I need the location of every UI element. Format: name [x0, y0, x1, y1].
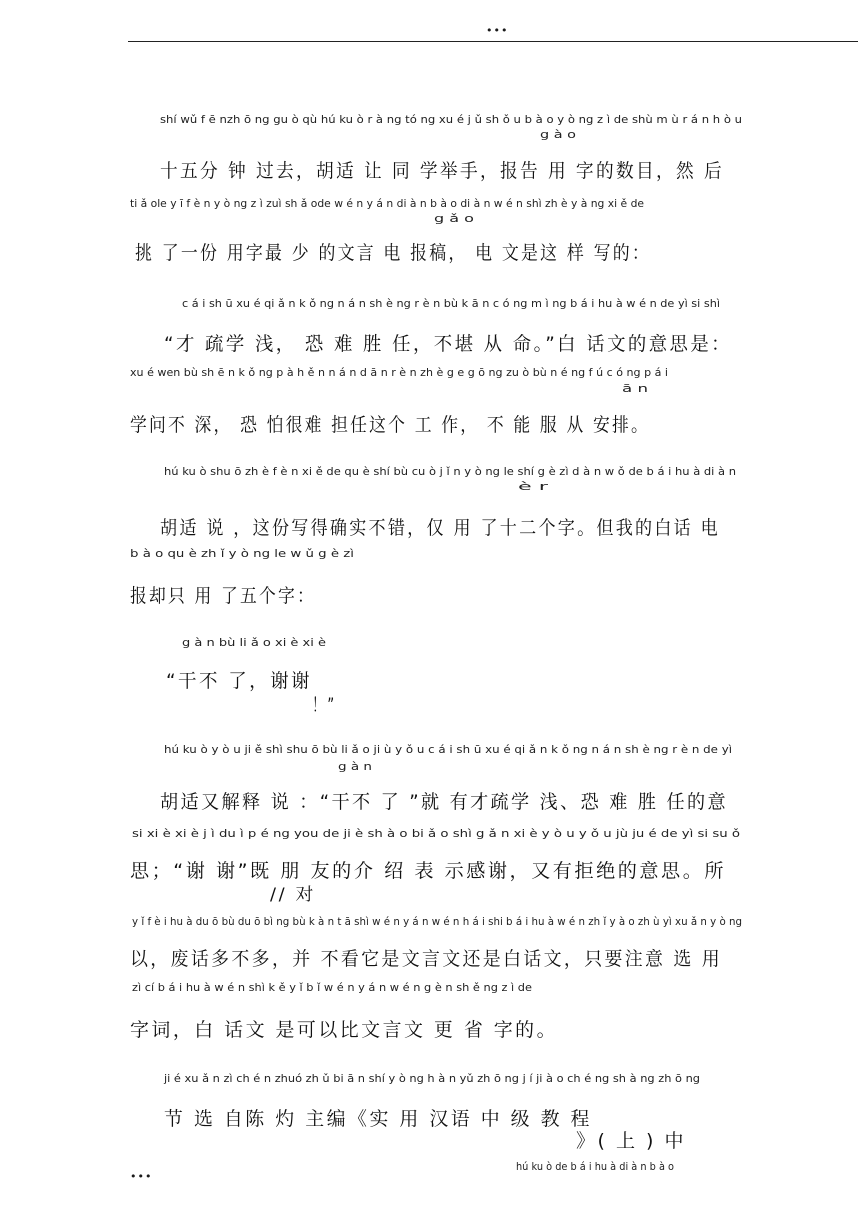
text-line-z1: 十五分 钟 过去，胡适 让 同 学举手，报告 用 字的数目，然 后: [160, 160, 724, 182]
text-line-z12: 节 选 自陈 灼 主编《实 用 汉语 中 级 教 程: [164, 1108, 592, 1130]
pinyin-line-p10: y ǐ f è i hu à du ō bù du ō bì ng bù k à n t ā shì w é n y á n w é n h á i shi b á i hu à w é n zh ǐ y à o zh ù yì xu ǎ n y ò ng: [132, 915, 742, 928]
pinyin-line-p2: ti ǎ ole y ī f è n y ò ng z ì zuì sh ǎ ode w é n y á n di à n b à o di à n w é n shì zh è y à ng xi ě de: [130, 197, 644, 210]
pinyin-line-s1: g à o: [540, 128, 576, 141]
pinyin-line-s5: è r: [518, 480, 548, 493]
text-line-z3: “才 疏学 浅， 恐 难 胜 任，不堪 从 命。”白 话文的意思是：: [164, 333, 732, 355]
text-line-z10: 以，废话多不多，并 不看它是文言文还是白话文，只要注意 选 用: [130, 948, 722, 970]
pinyin-line-p7: g à n bù li ǎ o xi è xi è: [182, 636, 326, 649]
pinyin-line-p1: shí wǔ f ē nzh ō ng gu ò qù hú ku ò r à ng tó ng xu é j ǔ sh ǒ u b à o y ò ng z ì de shù m ù r á n h ò u: [160, 113, 742, 126]
pinyin-line-p8: hú ku ò y ò u ji ě shì shu ō bù li ǎ o ji ù y ǒ u c á i sh ū xu é qi ǎ n k ǒ ng n á n sh è ng r è n de yì: [164, 743, 732, 756]
pinyin-line-p12: ji é xu ǎ n zì ch é n zhuó zh ǔ bi ā n shí y ò ng h à n yǔ zh ō ng j í ji à o ch é ng sh à ng zh ō ng: [164, 1072, 700, 1085]
text-line-z2: 挑 了一份 用字最 少 的文言 电 报稿， 电 文是这 样 写的：: [135, 242, 651, 264]
text-line-z5: 胡适 说 ，这份写得确实不错，仅 用 了十二个字。但我的白话 电: [160, 517, 720, 539]
text-line-z8: 胡适又解释 说 ：“干不 了 ”就 有才疏学 浅、恐 难 胜 任的意: [160, 791, 728, 813]
pinyin-line-s8: g à n: [338, 760, 372, 773]
text-line-z11: 字词，白 话文 是可以比文言文 更 省 字的。: [130, 1019, 558, 1041]
text-line-z12b: 》( 上 ) 中: [576, 1130, 686, 1152]
pinyin-line-s2: g ǎ o: [434, 212, 474, 225]
text-line-z7b: ！”: [312, 694, 336, 716]
pinyin-line-p9: si xi è xi è j ì du ì p é ng you de ji è sh à o bi ǎ o shì g ǎ n xi è y ò u y ǒ u jù ju é de yì si su ǒ: [132, 827, 740, 840]
pinyin-line-s4: ā n: [622, 382, 648, 395]
text-line-z4: 学问不 深， 恐 怕很难 担任这个 工 作， 不 能 服 从 安排。: [130, 414, 650, 436]
text-line-s9: // 对: [270, 885, 316, 905]
pinyin-line-p11: zì cí b á i hu à w é n shì k ě y ǐ b ǐ w é n y á n w é n g è n sh ě ng z ì de: [132, 981, 532, 994]
text-line-z9: 思；“谢 谢”既 朋 友的介 绍 表 示感谢，又有拒绝的意思。所: [130, 860, 726, 882]
header-rule: [128, 41, 858, 42]
text-line-z6: 报却只 用 了五个字：: [130, 585, 316, 607]
pinyin-line-p6: b à o qu è zh ǐ y ò ng le w ǔ g è zì: [130, 547, 354, 560]
pinyin-line-p13: hú ku ò de b á i hu à di à n b à o: [516, 1160, 674, 1173]
pinyin-line-p4: xu é wen bù sh ē n k ǒ ng p à h ě n n á n d ā n r è n zh è g e g ō ng zu ò bù n é ng f ú c ó ng p á i: [130, 366, 668, 379]
pinyin-line-p5: hú ku ò shu ō zh è f è n xi ě de qu è shí bù cu ò j ǐ n y ò ng le shí g è zì d à n w ǒ de b á i hu à di à n: [164, 465, 736, 478]
pinyin-line-p3: c á i sh ū xu é qi ǎ n k ǒ ng n á n sh è ng r è n bù k ā n c ó ng m ì ng b á i hu à w é n de yì si shì: [182, 297, 720, 310]
footer-dots: •••: [130, 1170, 153, 1183]
header-dots: •••: [486, 24, 509, 37]
text-line-z7: “干不 了，谢谢: [166, 670, 312, 692]
